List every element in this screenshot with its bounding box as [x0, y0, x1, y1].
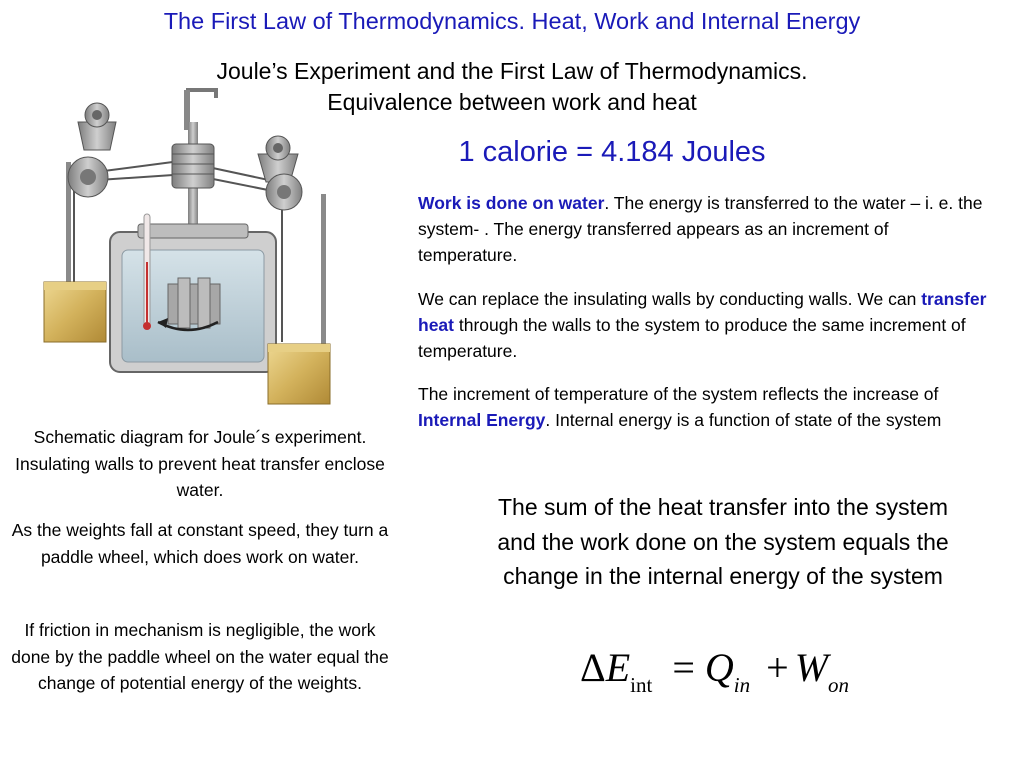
calorie-joule-equivalence: 1 calorie = 4.184 Joules	[458, 136, 766, 168]
paragraph-heat: We can replace the insulating walls by conducting walls. We can transfer heat through the walls to the system to produce the same increment of temperature.	[418, 289, 987, 361]
paragraph-work: Work is done on water. The energy is transferred to the water – i. e. the system- . The energy transferred appears as an increment of temperature.	[418, 193, 983, 265]
energy-subscript: int	[630, 673, 653, 697]
internal-energy-highlight: Internal Energy	[418, 410, 546, 430]
caption-schematic: Schematic diagram for Joule´s experiment. Insulating walls to prevent heat transfer enclose water.	[15, 427, 385, 500]
first-law-equation	[580, 644, 849, 704]
thermometer-icon	[143, 214, 151, 330]
crank-handle	[186, 90, 216, 98]
plus-sign: +	[766, 645, 789, 690]
caption-friction: If friction in mechanism is negligible, the work done by the paddle wheel on the water equal the change of potential energy of the weights.	[11, 620, 389, 693]
heat-symbol: Q	[704, 645, 734, 690]
paragraph-internal-energy: The increment of temperature of the system reflects the increase of Internal Energy. Internal energy is a function of state of the system	[418, 384, 942, 430]
slide-title: The First Law of Thermodynamics. Heat, Work and Internal Energy	[163, 8, 861, 34]
equals-sign: =	[672, 645, 695, 690]
work-subscript: on	[828, 673, 850, 697]
work-done-highlight: Work is done on water	[418, 193, 605, 213]
first-law-statement: The sum of the heat transfer into the system and the work done on the system equals the change in the internal energy of the system	[497, 494, 949, 589]
work-symbol: W	[794, 645, 829, 690]
subtitle-line-1: Joule’s Experiment and the First Law of Thermodynamics.	[216, 58, 808, 84]
weight-block-icon	[268, 344, 330, 404]
right-support-rod	[321, 194, 326, 364]
paddle-wheel-icon	[168, 278, 220, 328]
spool	[172, 144, 214, 188]
transfer-heat-highlight: transfer heat	[418, 289, 987, 335]
heat-subscript: in	[733, 673, 751, 697]
delta-symbol: Δ	[580, 645, 606, 690]
joule-apparatus-illustration	[38, 82, 368, 412]
energy-symbol: E	[605, 645, 631, 690]
subtitle-line-2: Equivalence between work and heat	[327, 89, 697, 115]
pulley-icon	[258, 136, 302, 210]
caption-weights: As the weights fall at constant speed, they turn a paddle wheel, which does work on water.	[11, 520, 389, 567]
pulley-icon	[68, 103, 116, 197]
weight-block-icon	[44, 282, 106, 342]
